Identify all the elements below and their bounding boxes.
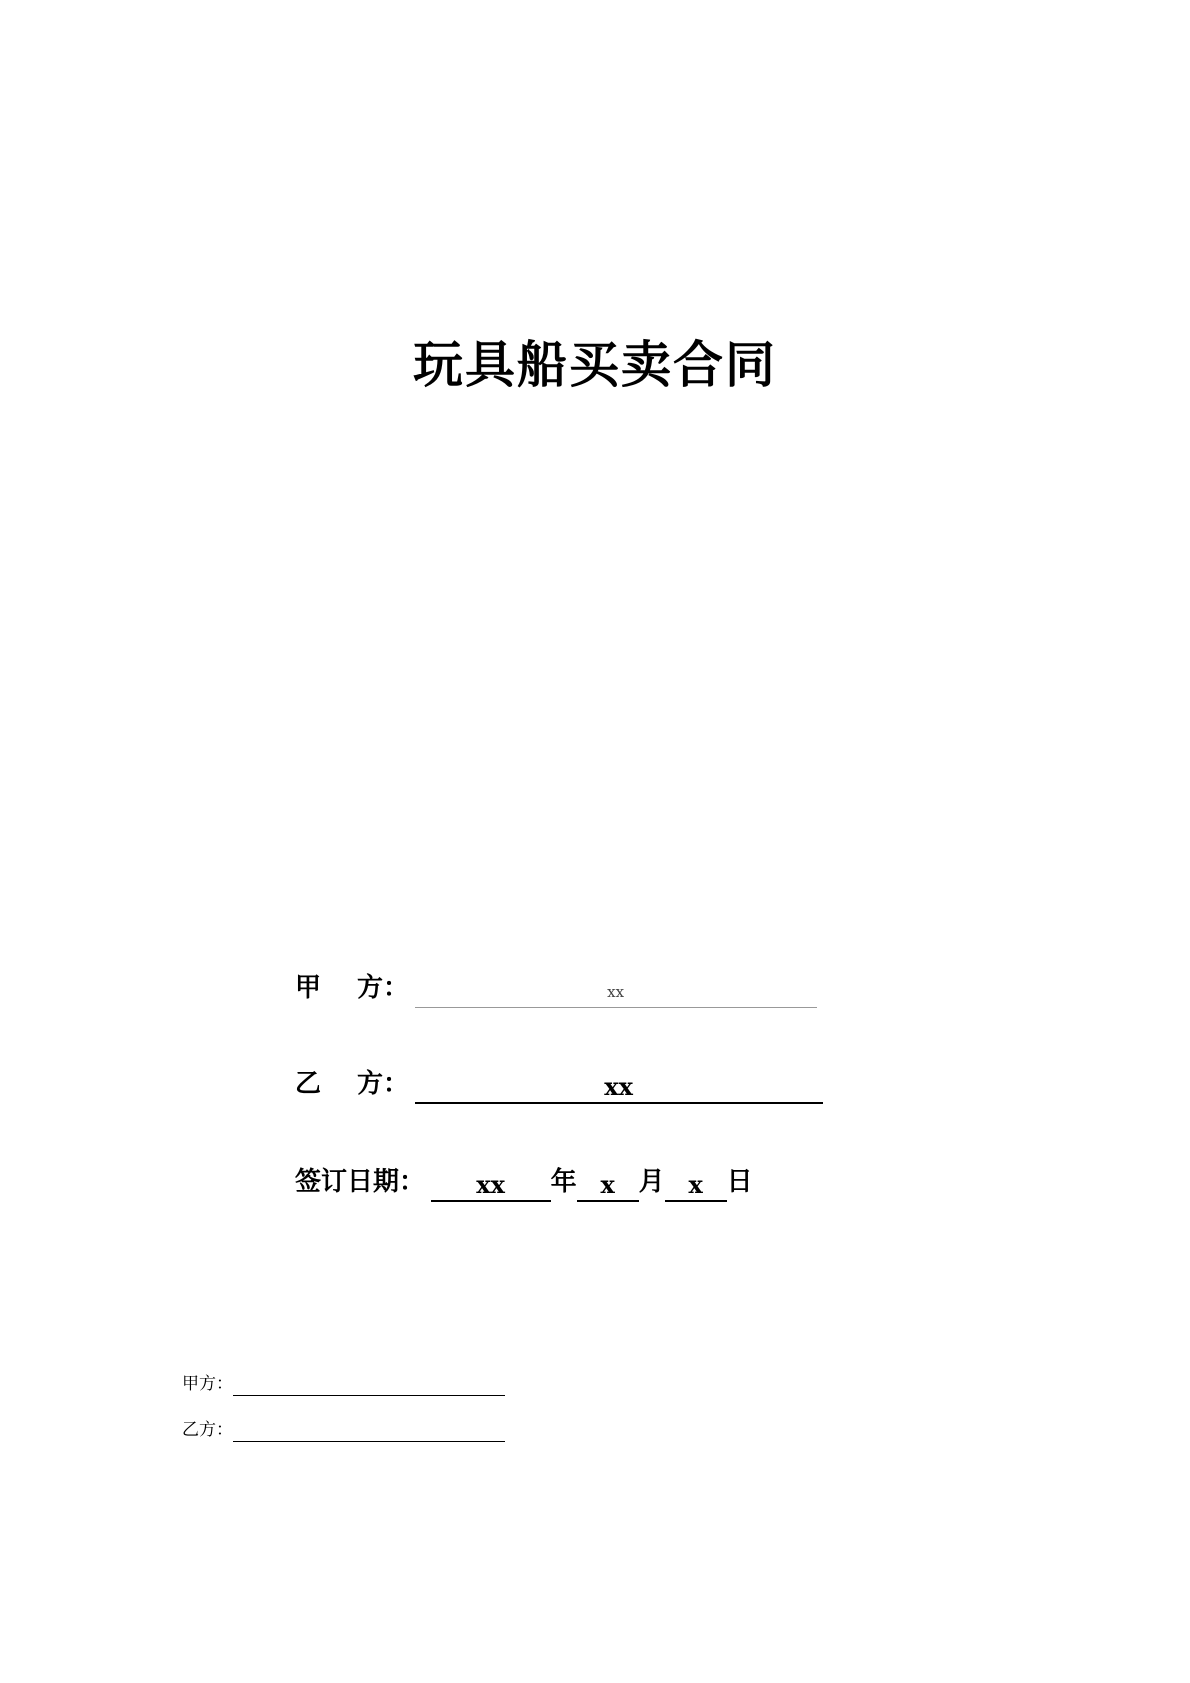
document-title: 玩具船买卖合同 — [413, 335, 777, 394]
signature-party-b — [182, 1418, 505, 1442]
sign-date-month-field[interactable]: x — [577, 1170, 639, 1202]
sign-date-label: 签订日期： — [295, 1167, 426, 1197]
sign-date-year-unit: 年 — [550, 1167, 577, 1197]
signature-party-a — [182, 1372, 505, 1396]
signature-party-a-label: 甲方： — [182, 1374, 233, 1394]
signature-party-b-line[interactable] — [233, 1421, 505, 1442]
party-a-label-char: 甲 — [295, 973, 322, 1003]
party-b-label-suffix: 方： — [357, 1069, 410, 1099]
party-b-field[interactable]: xx — [415, 1072, 823, 1104]
signature-party-a-line[interactable] — [233, 1375, 505, 1396]
sign-date-year-field[interactable]: xx — [431, 1170, 551, 1202]
party-b-label-char: 乙 — [295, 1069, 322, 1099]
sign-date-row — [295, 1162, 753, 1202]
signature-party-b-label: 乙方： — [182, 1420, 233, 1440]
party-a-row — [295, 968, 817, 1008]
sign-date-day-field[interactable]: x — [665, 1170, 727, 1202]
sign-date-month-unit: 月 — [638, 1167, 665, 1197]
party-b-row — [295, 1064, 823, 1104]
sign-date-day-unit: 日 — [726, 1167, 753, 1197]
party-a-label-suffix: 方： — [357, 973, 410, 1003]
party-a-field[interactable]: xx — [415, 977, 817, 1008]
